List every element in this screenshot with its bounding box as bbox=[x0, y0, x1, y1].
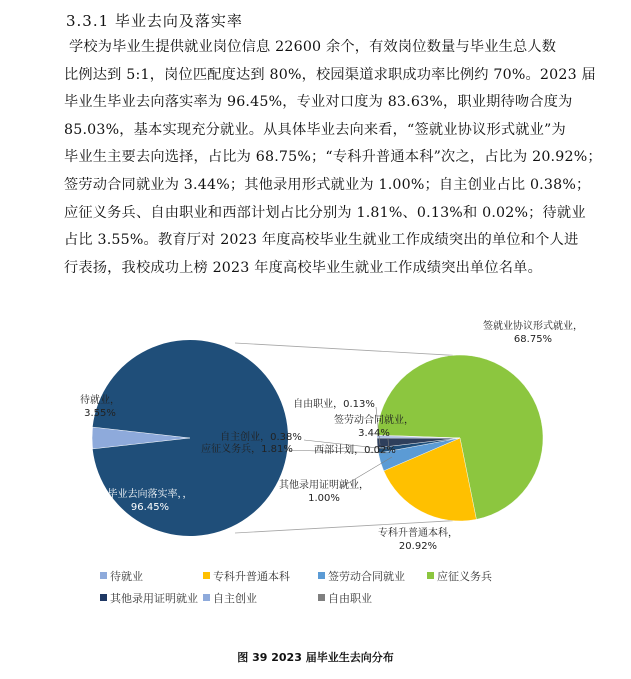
data-label-3: 其他录用证明就业， 1.00% bbox=[279, 480, 369, 504]
legend-swatch bbox=[203, 572, 210, 579]
legend bbox=[100, 569, 492, 605]
body-paragraph bbox=[64, 34, 602, 282]
legend-swatch bbox=[318, 572, 325, 579]
legend-label: 签劳动合同就业 bbox=[328, 570, 405, 583]
legend-label: 应征义务兵 bbox=[437, 570, 492, 583]
primary-label-0: 待就业， 3.55% bbox=[80, 395, 120, 419]
paragraph-line: 学校为毕业生提供就业岗位信息 22600 余个，有效岗位数量与毕业生总人数 bbox=[69, 39, 557, 55]
secondary-pie bbox=[377, 355, 543, 521]
legend-swatch bbox=[100, 594, 107, 601]
paragraph-line: 85.03%，基本实现充分就业。从具体毕业去向来看，“签就业协议形式就业”为 bbox=[64, 121, 566, 138]
legend-swatch bbox=[203, 594, 210, 601]
data-label-7: 自由职业，0.13% bbox=[293, 399, 375, 410]
paragraph-line: 比例达到 5:1，岗位匹配度达到 80%，校园渠道求职成功率比例约 70%。2023 届 bbox=[64, 66, 596, 83]
legend-label: 待就业 bbox=[110, 570, 143, 583]
legend-swatch bbox=[100, 572, 107, 579]
data-label-4: 应征义务兵，1.81% bbox=[201, 444, 293, 455]
primary-label-1: 毕业去向落实率，， 96.45% bbox=[107, 489, 193, 513]
paragraph-line: 应征义务兵、自由职业和西部计划占比分别为 1.81%、0.13%和 0.02%；待就业 bbox=[64, 204, 586, 221]
data-label-1: 专科升普通本科， 20.92% bbox=[378, 528, 458, 552]
figure-caption: 图 39 2023 届毕业生去向分布 bbox=[237, 651, 394, 664]
paragraph-line: 占比 3.55%。教育厅对 2023 年度高校毕业生就业工作成绩突出的单位和个人进 bbox=[64, 232, 579, 249]
data-label-6: 自主创业，0.38% bbox=[220, 432, 302, 443]
paragraph-line: 行表扬，我校成功上榜 2023 年度高校毕业生就业工作成绩突出单位名单。 bbox=[64, 259, 542, 276]
pie-of-pie-chart bbox=[0, 305, 631, 645]
legend-label: 专科升普通本科 bbox=[213, 570, 290, 583]
paragraph-line: 毕业生主要去向选择，占比为 68.75%；“专科升普通本科”次之，占比为 20.92%； bbox=[64, 149, 602, 166]
legend-swatch bbox=[427, 572, 434, 579]
data-label-2: 签劳动合同就业， 3.44% bbox=[334, 415, 414, 439]
legend-label: 自主创业 bbox=[213, 592, 257, 605]
data-label-0: 签就业协议形式就业， 68.75% bbox=[483, 321, 583, 345]
legend-label: 自由职业 bbox=[328, 592, 372, 605]
paragraph-line: 毕业生毕业去向落实率为 96.45%，专业对口度为 83.63%，职业期待吻合度为 bbox=[64, 94, 573, 111]
connector-top bbox=[235, 343, 453, 355]
data-label-5: 西部计划，0.02% bbox=[314, 445, 396, 456]
section-heading: 3.3.1 毕业去向及落实率 bbox=[66, 12, 243, 30]
legend-swatch bbox=[318, 594, 325, 601]
legend-label: 其他录用证明就业 bbox=[110, 592, 198, 605]
paragraph-line: 签劳动合同就业为 3.44%；其他录用形式就业为 1.00%；自主创业占比 0.38%； bbox=[64, 176, 591, 193]
